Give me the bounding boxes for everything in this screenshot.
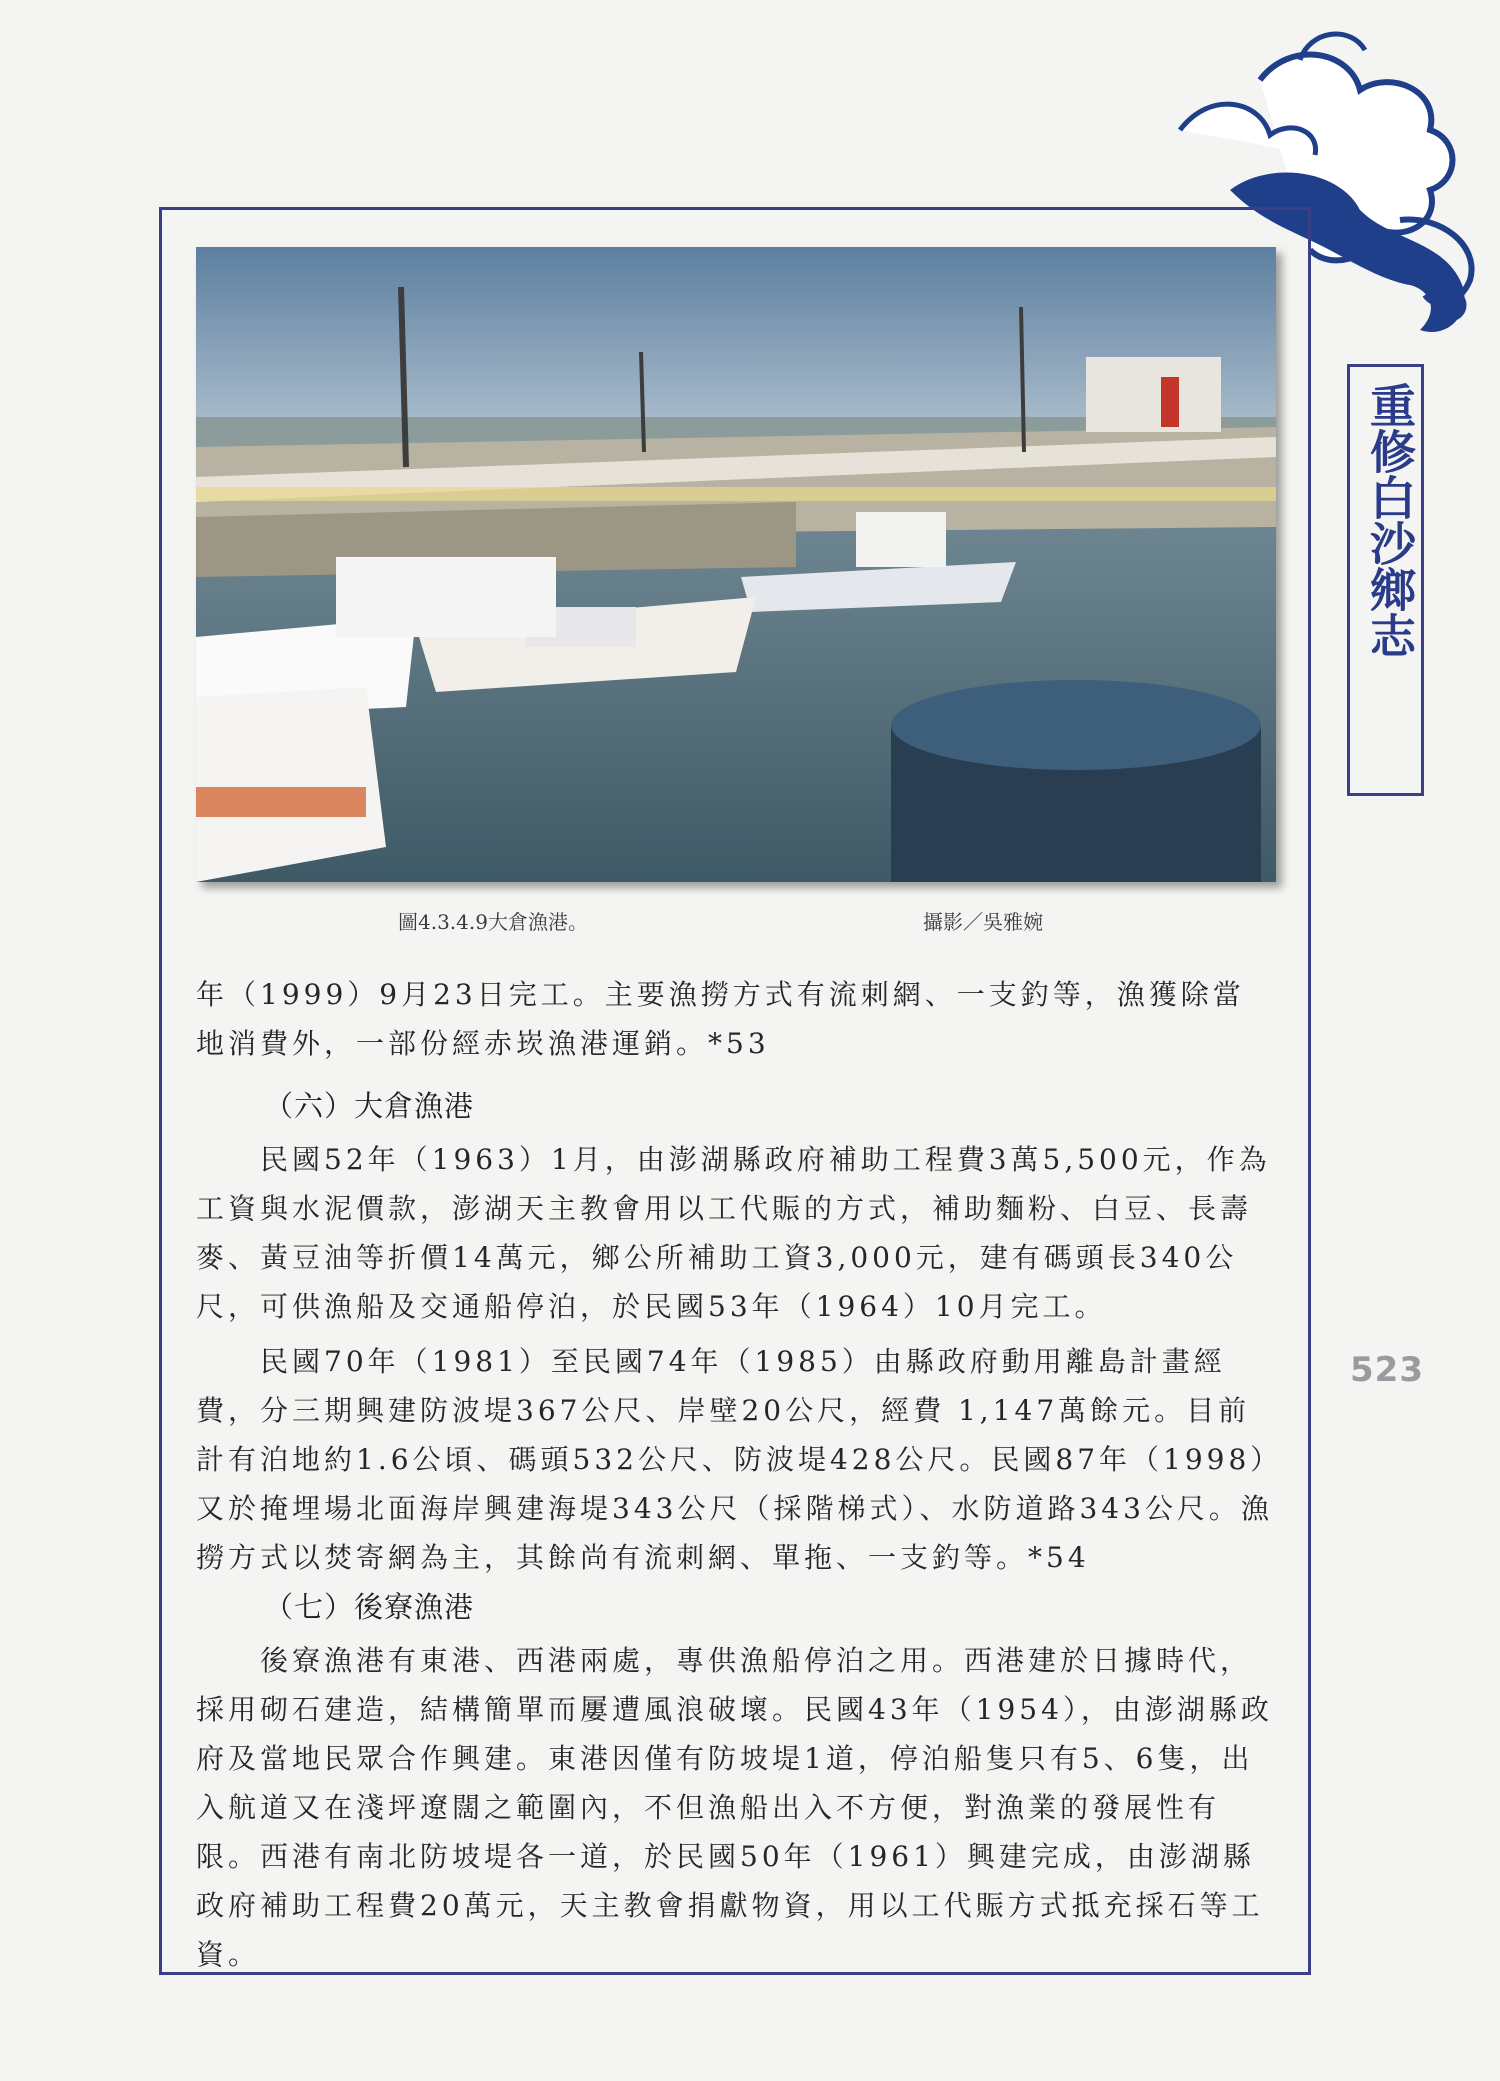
body-text [196,970,1274,1068]
figure-caption: 圖4.3.4.9大倉漁港。 [398,910,588,934]
paragraph: 民國70年（1981）至民國74年（1985）由縣政府動用離島計畫經費，分三期興建防波堤367公尺、岸壁20公尺，經費 1,147萬餘元。目前計有泊地約1.6公頃、碼頭532公尺、防波堤428公尺。民國87年（1998）又於掩埋場北面海岸興建海堤343公尺（採階梯式）、水防道路343公尺。漁撈方式以焚寄網為主，其餘尚有流刺網、單拖、一支釣等。*54 [196,1345,1273,1574]
book-title: 重修白沙鄉志 [1363,382,1417,658]
paragraph: 後寮漁港有東港、西港兩處，專供漁船停泊之用。西港建於日據時代，採用砌石建造，結構簡單而屢遭風浪破壞。民國43年（1954），由澎湖縣政府及當地民眾合作興建。東港因僅有防坡堤1道，停泊船隻只有5、6隻，出入航道又在淺坪遼闊之範圍內，不但漁船出入不方便，對漁業的發展性有限。西港有南北防坡堤各一道，於民國50年（1961）興建完成，由澎湖縣政府補助工程費20萬元，天主教會捐獻物資，用以工代賑方式抵充採石等工資。 [196,1644,1273,1971]
section-heading: （六）大倉漁港 [264,1089,475,1123]
section-dacang [196,1082,1274,1582]
section-heading: （七）後寮漁港 [264,1590,475,1624]
harbor-photo [196,247,1276,882]
section-houliao [196,1583,1274,1979]
page-number: 523 [1350,1350,1424,1390]
intro-paragraph: 年（1999）9月23日完工。主要漁撈方式有流刺網、一支釣等，漁獲除當地消費外，一部份經赤崁漁港運銷。*53 [196,978,1245,1060]
paragraph: 民國52年（1963）1月，由澎湖縣政府補助工程費3萬5,500元，作為工資與水泥價款，澎湖天主教會用以工代賑的方式，補助麵粉、白豆、長壽麥、黃豆油等折價14萬元，鄉公所補助工資3,000元，建有碼頭長340公尺，可供漁船及交通船停泊，於民國53年（1964）10月完工。 [196,1143,1271,1323]
photo-credit: 攝影／吳雅婉 [923,910,1043,934]
